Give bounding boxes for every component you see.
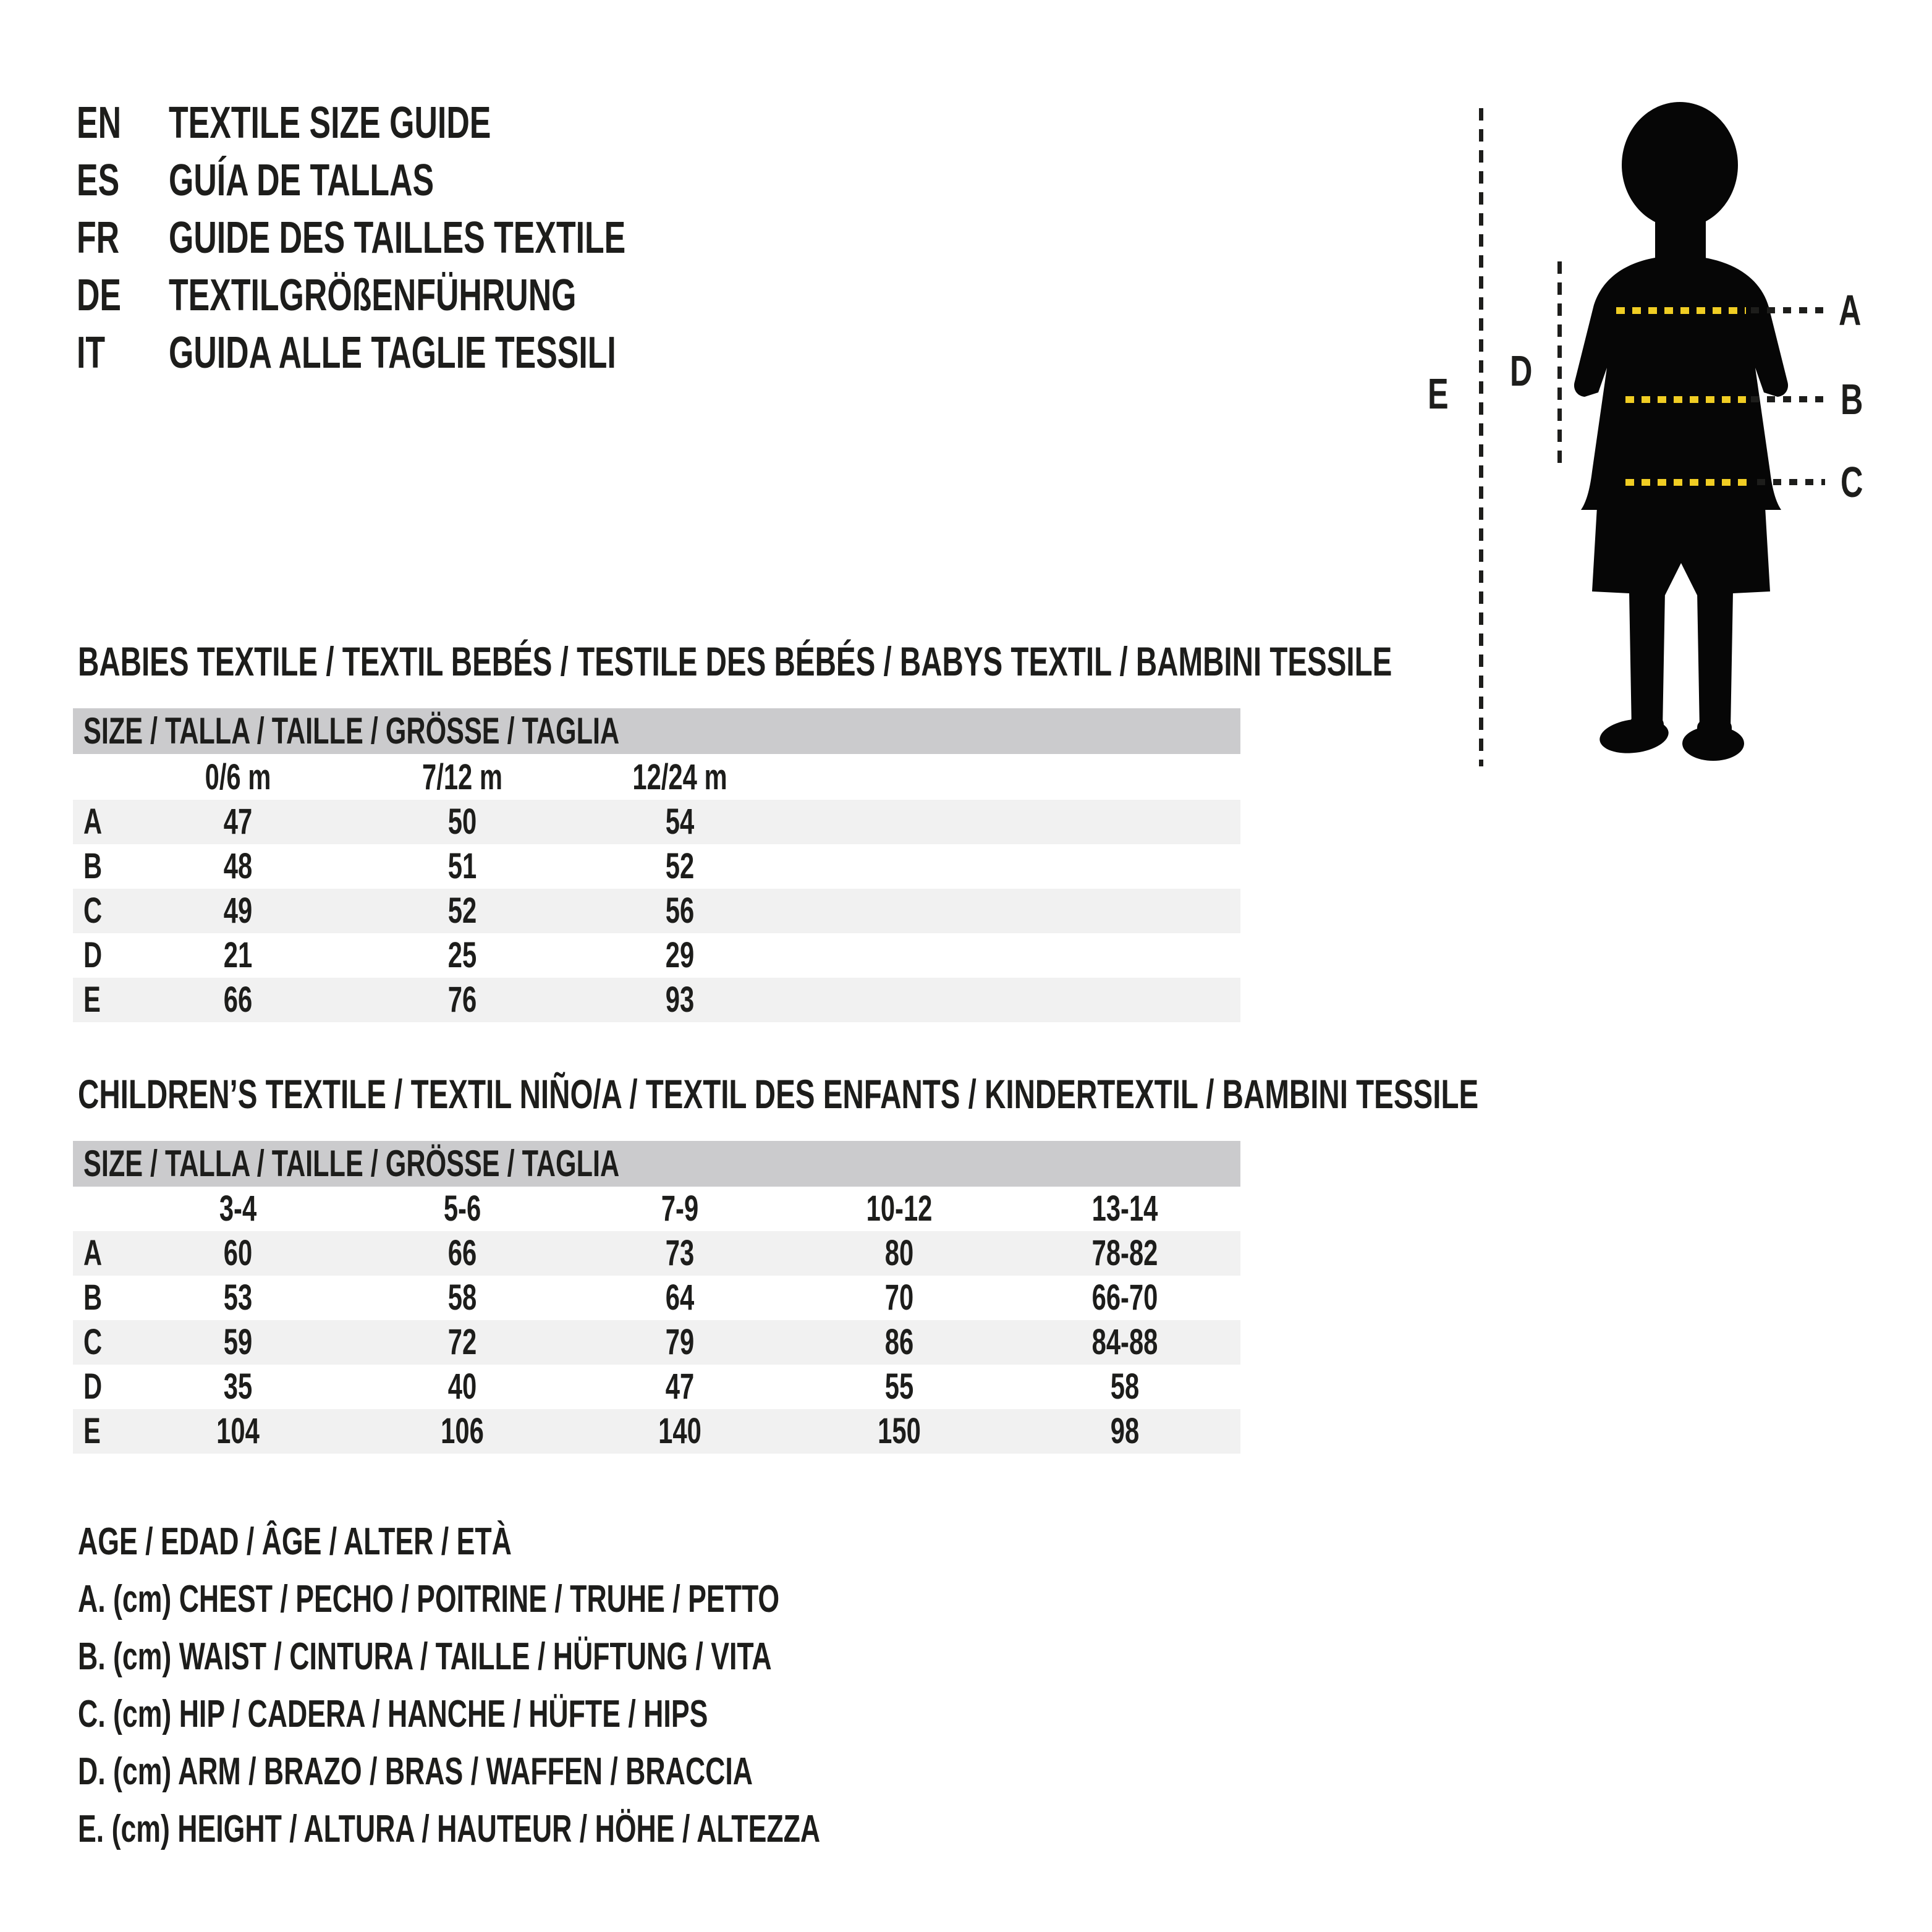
table-cell: 49 [223,891,253,931]
table-cell: 52 [447,891,477,931]
table-cell: 50 [447,802,477,842]
row-label: E [83,980,101,1020]
table-cell: 84-88 [1091,1322,1158,1362]
legend-line-age: AGE / EDAD / ÂGE / ALTER / ETÀ [78,1520,512,1563]
legend-line-waist: B. (cm) WAIST / CINTURA / TAILLE / HÜFTUNG / VITA [78,1635,772,1678]
table-cell: 55 [884,1366,914,1407]
babies-table-row [73,978,1240,1022]
children-table-row [73,1320,1240,1365]
figure-label-a: A [1839,286,1862,334]
table-cell: 40 [447,1366,477,1407]
row-label: C [83,891,103,931]
children-table-row [73,1276,1240,1320]
table-cell: 58 [447,1277,477,1318]
language-code: DE [77,271,122,320]
measurement-legend [78,1513,1109,1858]
column-header: 7-9 [661,1188,699,1229]
column-header: 7/12 m [422,757,503,797]
children-size-header-label: SIZE / TALLA / TAILLE / GRÖSSE / TAGLIA [83,1143,620,1184]
column-header: 10-12 [866,1188,933,1229]
arm-measure-line-d [1557,261,1562,470]
babies-section-title: BABIES TEXTILE / TEXTIL BEBÉS / TESTILE DES BÉBÉS / BABYS TEXTIL / BAMBINI TESSILE [78,638,1392,684]
table-cell: 98 [1110,1411,1140,1451]
babies-table-row [73,889,1240,933]
table-cell: 59 [223,1322,253,1362]
table-cell: 66 [223,980,253,1020]
language-code: IT [77,328,106,378]
table-cell: 25 [447,935,477,975]
waist-leader-line-b [1751,396,1825,402]
table-cell: 56 [665,891,695,931]
table-cell: 73 [665,1233,695,1273]
table-cell: 72 [447,1322,477,1362]
column-header: 3-4 [219,1188,257,1229]
row-label: B [83,1277,103,1318]
language-code: FR [77,213,120,263]
babies-size-header-label: SIZE / TALLA / TAILLE / GRÖSSE / TAGLIA [83,710,620,752]
figure-label-c: C [1841,458,1863,506]
children-table-row [73,1231,1240,1276]
children-table-row [73,1409,1240,1454]
row-label: D [83,1366,103,1407]
babies-size-header-bar [73,708,1240,754]
legend-line-chest: A. (cm) CHEST / PECHO / POITRINE / TRUHE / PETTO [78,1578,780,1621]
table-cell: 52 [665,846,695,886]
table-cell: 93 [665,980,695,1020]
language-code: ES [77,156,120,205]
column-header: 13-14 [1091,1188,1158,1229]
figure-label-b: B [1841,375,1863,423]
hip-measure-line-c [1625,479,1752,486]
table-cell: 21 [223,935,253,975]
table-cell: 64 [665,1277,695,1318]
chest-leader-line-a [1751,307,1825,313]
column-header: 5-6 [443,1188,481,1229]
babies-table-row [73,844,1240,889]
row-label: D [83,935,103,975]
language-title: GUIDA ALLE TAGLIE TESSILI [169,328,616,378]
babies-column-header-row [73,755,1240,800]
row-label: B [83,846,103,886]
children-section-title: CHILDREN’S TEXTILE / TEXTIL NIÑO/A / TEXTIL DES ENFANTS / KINDERTEXTIL / BAMBINI TESSILE [78,1071,1479,1117]
children-table-row [73,1365,1240,1409]
table-cell: 78-82 [1091,1233,1158,1273]
figure-label-d: D [1510,347,1533,395]
language-title: GUIDE DES TAILLES TEXTILE [169,213,626,263]
babies-table-row [73,800,1240,844]
hip-leader-line-c [1757,479,1825,485]
row-label: A [83,1233,103,1273]
table-cell: 140 [658,1411,701,1451]
row-label: C [83,1322,103,1362]
table-cell: 35 [223,1366,253,1407]
table-cell: 54 [665,802,695,842]
waist-measure-line-b [1625,396,1746,403]
table-cell: 79 [665,1322,695,1362]
row-label: E [83,1411,101,1451]
language-title: TEXTILGRÖßENFÜHRUNG [169,271,577,320]
legend-line-hip: C. (cm) HIP / CADERA / HANCHE / HÜFTE / HIPS [78,1693,708,1735]
table-cell: 70 [884,1277,914,1318]
table-cell: 53 [223,1277,253,1318]
row-label: A [83,802,103,842]
table-cell: 66-70 [1091,1277,1158,1318]
table-cell: 150 [878,1411,921,1451]
figure-label-e: E [1428,370,1449,418]
table-cell: 58 [1110,1366,1140,1407]
language-title: GUÍA DE TALLAS [169,156,434,205]
language-code: EN [77,98,122,148]
children-column-header-row [73,1187,1240,1231]
column-header: 12/24 m [632,757,727,797]
table-cell: 86 [884,1322,914,1362]
table-cell: 66 [447,1233,477,1273]
table-cell: 80 [884,1233,914,1273]
legend-line-height: E. (cm) HEIGHT / ALTURA / HAUTEUR / HÖHE / ALTEZZA [78,1808,821,1850]
table-cell: 29 [665,935,695,975]
table-cell: 47 [223,802,253,842]
table-cell: 51 [447,846,477,886]
children-size-header-bar [73,1141,1240,1187]
table-cell: 104 [216,1411,260,1451]
table-cell: 48 [223,846,253,886]
table-cell: 76 [447,980,477,1020]
chest-measure-line-a [1616,307,1746,314]
column-header: 0/6 m [205,757,271,797]
table-cell: 60 [223,1233,253,1273]
babies-table-row [73,933,1240,978]
table-cell: 106 [441,1411,484,1451]
legend-line-arm: D. (cm) ARM / BRAZO / BRAS / WAFFEN / BRACCIA [78,1750,753,1793]
language-title: TEXTILE SIZE GUIDE [169,98,491,148]
table-cell: 47 [665,1366,695,1407]
